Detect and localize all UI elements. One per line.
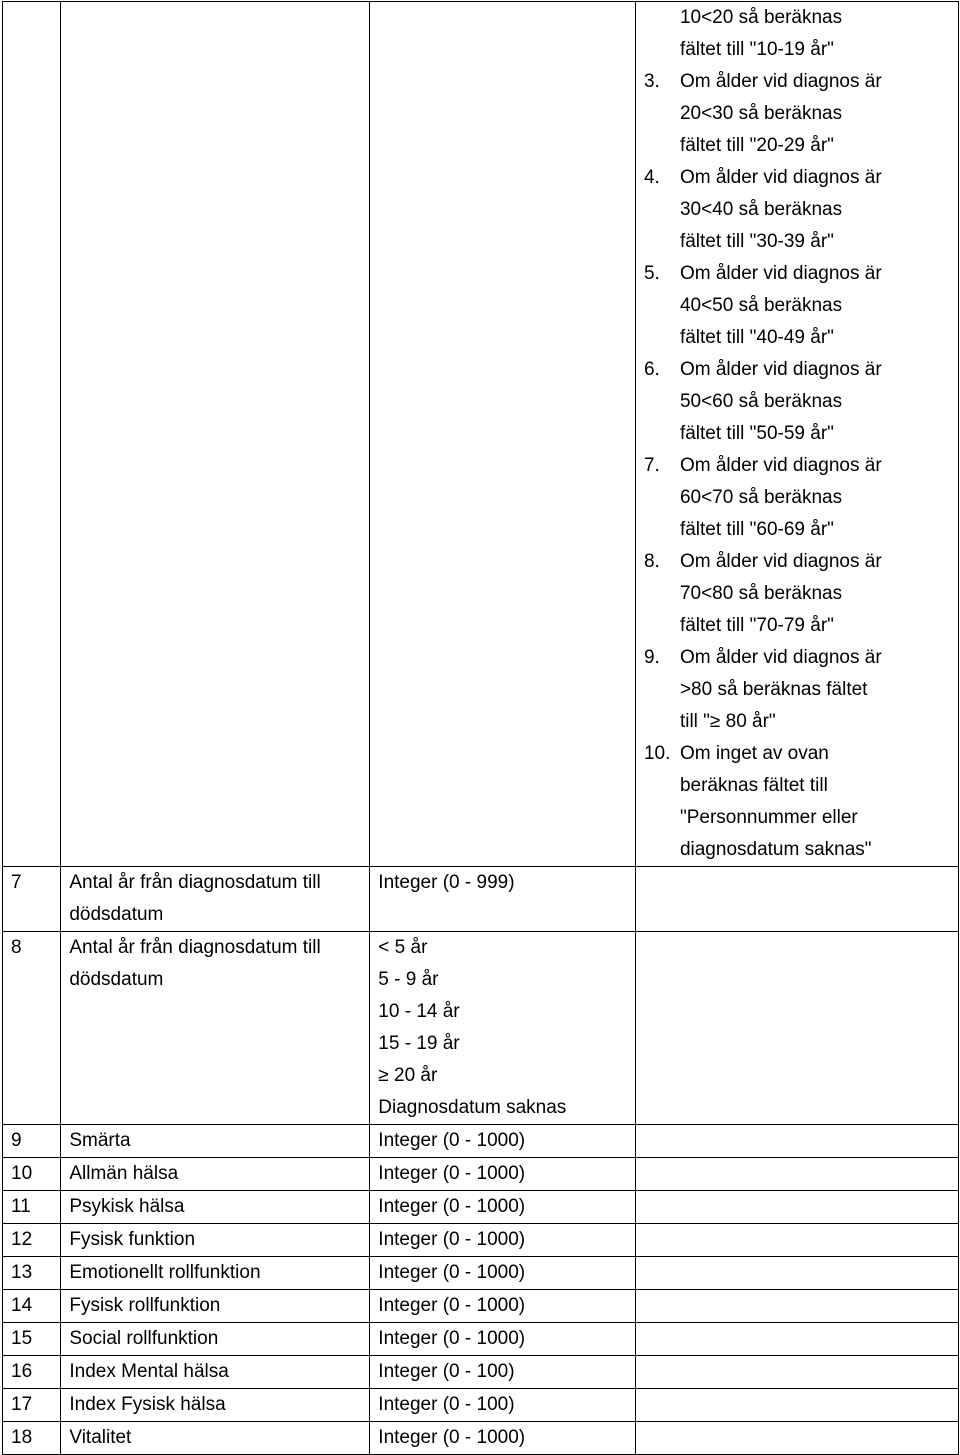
- variable-name: Allmän hälsa: [69, 1163, 179, 1184]
- row-number: 8: [11, 937, 22, 958]
- cell-description: [635, 2, 958, 867]
- description-item-number: 5.: [643, 263, 660, 284]
- description-item-text: [680, 354, 958, 450]
- description-line: Om ålder vid diagnos är: [679, 647, 882, 668]
- description-list: [644, 2, 958, 866]
- cell-name: [61, 1191, 370, 1224]
- description-line: "Personnummer eller: [679, 807, 858, 828]
- variable-type: Integer (0 - 1000): [378, 1229, 526, 1250]
- table-row: [3, 1323, 959, 1356]
- cell-type: [370, 1389, 636, 1422]
- variable-name: Psykisk hälsa: [69, 1196, 185, 1217]
- variable-name: Vitalitet: [69, 1427, 132, 1448]
- description-line: fältet till "40-49 år": [679, 327, 834, 348]
- cell-description: [635, 1290, 958, 1323]
- cell-type: [370, 2, 636, 867]
- cell-number: [3, 1125, 61, 1158]
- variable-type: Diagnosdatum saknas: [378, 1097, 567, 1118]
- cell-number: [3, 2, 61, 867]
- cell-type: [370, 1158, 636, 1191]
- description-line: Om ålder vid diagnos är: [679, 167, 882, 188]
- cell-type: [370, 1224, 636, 1257]
- variable-type: < 5 år: [378, 937, 428, 958]
- variable-name: Index Fysisk hälsa: [69, 1394, 226, 1415]
- variable-type: Integer (0 - 999): [378, 872, 515, 893]
- row-number: 13: [11, 1262, 33, 1283]
- table-row: [3, 1191, 959, 1224]
- row-number: 17: [11, 1394, 33, 1415]
- description-item-text: [680, 162, 958, 258]
- table-row-continued: [3, 2, 959, 867]
- table-row: [3, 867, 959, 932]
- description-item: [644, 162, 958, 258]
- cell-number: [3, 1422, 61, 1455]
- description-item: [644, 258, 958, 354]
- variable-name: Index Mental hälsa: [69, 1361, 229, 1382]
- cell-number: [3, 1158, 61, 1191]
- table-row: [3, 1422, 959, 1455]
- variable-type: ≥ 20 år: [378, 1065, 438, 1086]
- cell-name: [61, 2, 370, 867]
- cell-number: [3, 1224, 61, 1257]
- description-line: Om ålder vid diagnos är: [679, 263, 882, 284]
- variable-name: dödsdatum: [69, 969, 164, 990]
- cell-number: [3, 932, 61, 1125]
- description-item: [644, 738, 958, 866]
- variable-type: 10 - 14 år: [378, 1001, 460, 1022]
- table-row: [3, 932, 959, 1125]
- cell-name: [61, 1257, 370, 1290]
- cell-number: [3, 1356, 61, 1389]
- variable-name: Smärta: [69, 1130, 131, 1151]
- description-item: [644, 354, 958, 450]
- cell-number: [3, 1191, 61, 1224]
- variable-type: Integer (0 - 1000): [378, 1328, 526, 1349]
- cell-description: [635, 1224, 958, 1257]
- description-item-text: [680, 450, 958, 546]
- cell-description: [635, 867, 958, 932]
- description-line: fältet till "10-19 år": [679, 39, 834, 60]
- variable-type: Integer (0 - 1000): [378, 1295, 526, 1316]
- table-row: [3, 1224, 959, 1257]
- cell-type: [370, 1257, 636, 1290]
- cell-type: [370, 1323, 636, 1356]
- cell-description: [635, 1257, 958, 1290]
- variable-type: Integer (0 - 100): [378, 1394, 515, 1415]
- description-item-number: 4.: [643, 167, 660, 188]
- description-line: beräknas fältet till: [679, 775, 828, 796]
- cell-name: [61, 1422, 370, 1455]
- cell-number: [3, 867, 61, 932]
- table-row: [3, 1290, 959, 1323]
- variable-type: Integer (0 - 1000): [378, 1262, 526, 1283]
- cell-number: [3, 1257, 61, 1290]
- description-item-number: 10.: [643, 743, 671, 764]
- description-line: diagnosdatum saknas": [679, 839, 872, 860]
- description-line: 60<70 så beräknas: [679, 487, 843, 508]
- description-line: Om ålder vid diagnos är: [679, 359, 882, 380]
- cell-type: [370, 1290, 636, 1323]
- row-number: 9: [11, 1130, 22, 1151]
- row-number: 14: [11, 1295, 33, 1316]
- variable-type: Integer (0 - 1000): [378, 1427, 526, 1448]
- variable-type: Integer (0 - 100): [378, 1361, 515, 1382]
- description-line: fältet till "70-79 år": [679, 615, 834, 636]
- row-number: 11: [11, 1196, 31, 1217]
- description-item: [644, 546, 958, 642]
- variable-type: Integer (0 - 1000): [378, 1196, 526, 1217]
- description-item-number: 8.: [643, 551, 660, 572]
- description-line: >80 så beräknas fältet: [679, 679, 868, 700]
- cell-name: [61, 932, 370, 1125]
- cell-description: [635, 1158, 958, 1191]
- description-line: Om inget av ovan: [679, 743, 829, 764]
- variable-type: Integer (0 - 1000): [378, 1163, 526, 1184]
- description-line: Om ålder vid diagnos är: [679, 455, 882, 476]
- cell-description: [635, 1422, 958, 1455]
- cell-name: [61, 1224, 370, 1257]
- description-line: 70<80 så beräknas: [679, 583, 843, 604]
- cell-number: [3, 1389, 61, 1422]
- description-line: fältet till "50-59 år": [679, 423, 834, 444]
- cell-name: [61, 1125, 370, 1158]
- description-item: [644, 450, 958, 546]
- cell-description: [635, 1125, 958, 1158]
- description-line: till "≥ 80 år": [679, 711, 776, 732]
- row-number: 16: [11, 1361, 33, 1382]
- description-item-text: [680, 258, 958, 354]
- cell-name: [61, 1323, 370, 1356]
- variable-name: Social rollfunktion: [69, 1328, 219, 1349]
- description-item: [644, 66, 958, 162]
- table-row: [3, 1125, 959, 1158]
- description-line: fältet till "60-69 år": [679, 519, 834, 540]
- variable-name: Emotionellt rollfunktion: [69, 1262, 261, 1283]
- description-item-text: [680, 546, 958, 642]
- cell-name: [61, 1290, 370, 1323]
- description-line: fältet till "20-29 år": [679, 135, 834, 156]
- description-item-text: [680, 642, 958, 738]
- description-line: fältet till "30-39 år": [679, 231, 834, 252]
- cell-number: [3, 1290, 61, 1323]
- variable-name: Antal år från diagnosdatum till: [69, 937, 321, 958]
- variable-name: Fysisk rollfunktion: [69, 1295, 221, 1316]
- row-number: 18: [11, 1427, 33, 1448]
- description-item-text: [680, 738, 958, 866]
- variable-type: 15 - 19 år: [378, 1033, 460, 1054]
- cell-description: [635, 932, 958, 1125]
- cell-type: [370, 867, 636, 932]
- table-row: [3, 1158, 959, 1191]
- description-line: Om ålder vid diagnos är: [679, 551, 882, 572]
- variable-type: 5 - 9 år: [378, 969, 439, 990]
- description-item-text: [680, 66, 958, 162]
- description-item-number: 7.: [643, 455, 660, 476]
- table-row: [3, 1356, 959, 1389]
- description-line: 40<50 så beräknas: [679, 295, 843, 316]
- row-number: 15: [11, 1328, 33, 1349]
- variable-name: Fysisk funktion: [69, 1229, 196, 1250]
- description-item-number: 3.: [643, 71, 660, 92]
- row-number: 10: [11, 1163, 33, 1184]
- cell-type: [370, 1191, 636, 1224]
- cell-name: [61, 1158, 370, 1191]
- cell-type: [370, 932, 636, 1125]
- table-row: [3, 1257, 959, 1290]
- cell-name: [61, 867, 370, 932]
- description-line: Om ålder vid diagnos är: [679, 71, 882, 92]
- variable-name: Antal år från diagnosdatum till: [69, 872, 321, 893]
- table-row: [3, 1389, 959, 1422]
- variable-name: dödsdatum: [69, 904, 164, 925]
- description-line: 50<60 så beräknas: [679, 391, 843, 412]
- description-item-number: 6.: [643, 359, 660, 380]
- description-item-number: 9.: [643, 647, 660, 668]
- cell-name: [61, 1389, 370, 1422]
- variable-type: Integer (0 - 1000): [378, 1130, 526, 1151]
- cell-type: [370, 1356, 636, 1389]
- row-number: 7: [11, 872, 22, 893]
- cell-description: [635, 1389, 958, 1422]
- row-number: 12: [11, 1229, 33, 1250]
- description-line: 20<30 så beräknas: [679, 103, 843, 124]
- description-line: 30<40 så beräknas: [679, 199, 843, 220]
- cell-description: [635, 1356, 958, 1389]
- cell-type: [370, 1422, 636, 1455]
- cell-number: [3, 1323, 61, 1356]
- variable-table: [2, 1, 959, 1455]
- description-item: [644, 642, 958, 738]
- description-line: 10<20 så beräknas: [679, 7, 843, 28]
- cell-description: [635, 1323, 958, 1356]
- cell-name: [61, 1356, 370, 1389]
- cell-description: [635, 1191, 958, 1224]
- cell-type: [370, 1125, 636, 1158]
